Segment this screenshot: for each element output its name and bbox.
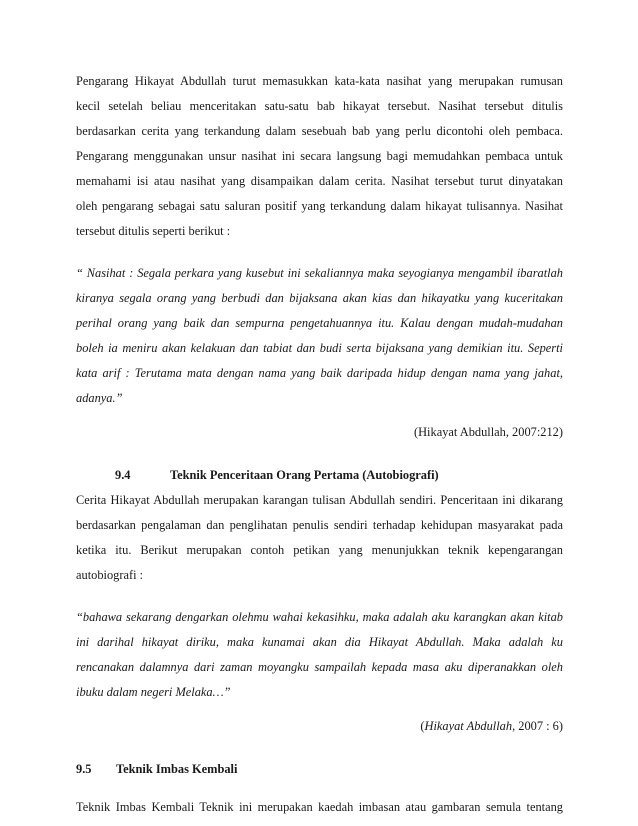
quote-line: kiranya segala orang yang berbudi dan bijaksana akan kias dan hikayatku yang kuceritakan (76, 291, 563, 305)
section-heading-9-5 (76, 757, 563, 782)
citation-title: Hikayat Abdullah (424, 719, 513, 733)
quote-nasihat (76, 261, 563, 411)
paragraph-nasihat (76, 69, 563, 244)
quote-line: ini darihal hikayat diriku, maka kunamai akan dia Hikayat Abdullah. Maka adalah ku (76, 635, 563, 649)
text-line: memahami isi atau nasihat yang disampaikan dalam cerita. Nasihat tersebut turut dinyatakan (76, 174, 563, 188)
section-title: Teknik Imbas Kembali (116, 762, 238, 776)
quote-line: perihal orang yang baik dan sempurna pengetahuannya itu. Kalau dengan mudah-mudahan (76, 316, 563, 330)
text-line: autobiografi : (76, 568, 144, 582)
text-line: kecil setelah beliau menceritakan satu-satu bab hikayat tersebut. Nasihat tersebut ditulis (76, 99, 563, 113)
section-heading-9-4 (76, 463, 563, 488)
citation-autobiografi (76, 714, 563, 739)
text-line: Teknik Imbas Kembali Teknik ini merupakan kaedah imbasan atau gambaran semula tentang (76, 800, 563, 814)
section-number: 9.4 (115, 468, 131, 482)
citation-suffix: , 2007 : 6) (512, 719, 563, 733)
text-line: tersebut ditulis seperti berikut : (76, 224, 231, 238)
text-line: Cerita Hikayat Abdullah merupakan karangan tulisan Abdullah sendiri. Penceritaan ini dikarang (76, 493, 563, 507)
text-line: Pengarang Hikayat Abdullah turut memasukkan kata-kata nasihat yang merupakan rumusan (76, 74, 563, 88)
text-line: oleh pengarang sebagai satu saluran positif yang terkandung dalam hikayat tulisannya. Nasihat (76, 199, 563, 213)
text-line: berdasarkan cerita yang terkandung dalam sesebuah bab yang perlu dicontohi oleh pembaca. (76, 124, 563, 138)
quote-line: “ Nasihat : Segala perkara yang kusebut ini sekaliannya maka seyogianya mengambil ibaratlah (76, 266, 563, 280)
text-line: ketika itu. Berikut merupakan contoh petikan yang menunjukkan teknik kepengarangan (76, 543, 563, 557)
section-title: Teknik Penceritaan Orang Pertama (Autobiografi) (170, 468, 439, 482)
quote-line: kata arif : Terutama mata dengan nama yang baik daripada hidup dengan nama yang jahat, (76, 366, 563, 380)
section-number: 9.5 (76, 762, 92, 776)
quote-autobiografi (76, 605, 563, 705)
paragraph-autobiografi (76, 488, 563, 588)
text-line: berdasarkan pengalaman dan penglihatan penulis sendiri terhadap kehidupan masyarakat pada (76, 518, 563, 532)
quote-line: rencanakan dalamnya dari zaman moyangku sampailah kepada masa aku diperanakkan oleh (76, 660, 563, 674)
quote-line: ibuku dalam negeri Melaka…” (76, 685, 231, 699)
quote-line: boleh ia meniru akan kelakuan dan tabiat dan budi serta bijaksana yang demikian itu. Seperti (76, 341, 563, 355)
citation-prefix: ( (420, 719, 425, 733)
quote-line: adanya.” (76, 391, 123, 405)
quote-line: “bahawa sekarang dengarkan olehmu wahai kekasihku, maka adalah aku karangkan akan kitab (76, 610, 563, 624)
citation-nasihat: (Hikayat Abdullah, 2007:212) (413, 425, 563, 439)
document-page (76, 69, 563, 820)
text-line: Pengarang menggunakan unsur nasihat ini secara langsung bagi memudahkan pembaca untuk (76, 149, 563, 163)
paragraph-imbas-kembali (76, 795, 563, 820)
